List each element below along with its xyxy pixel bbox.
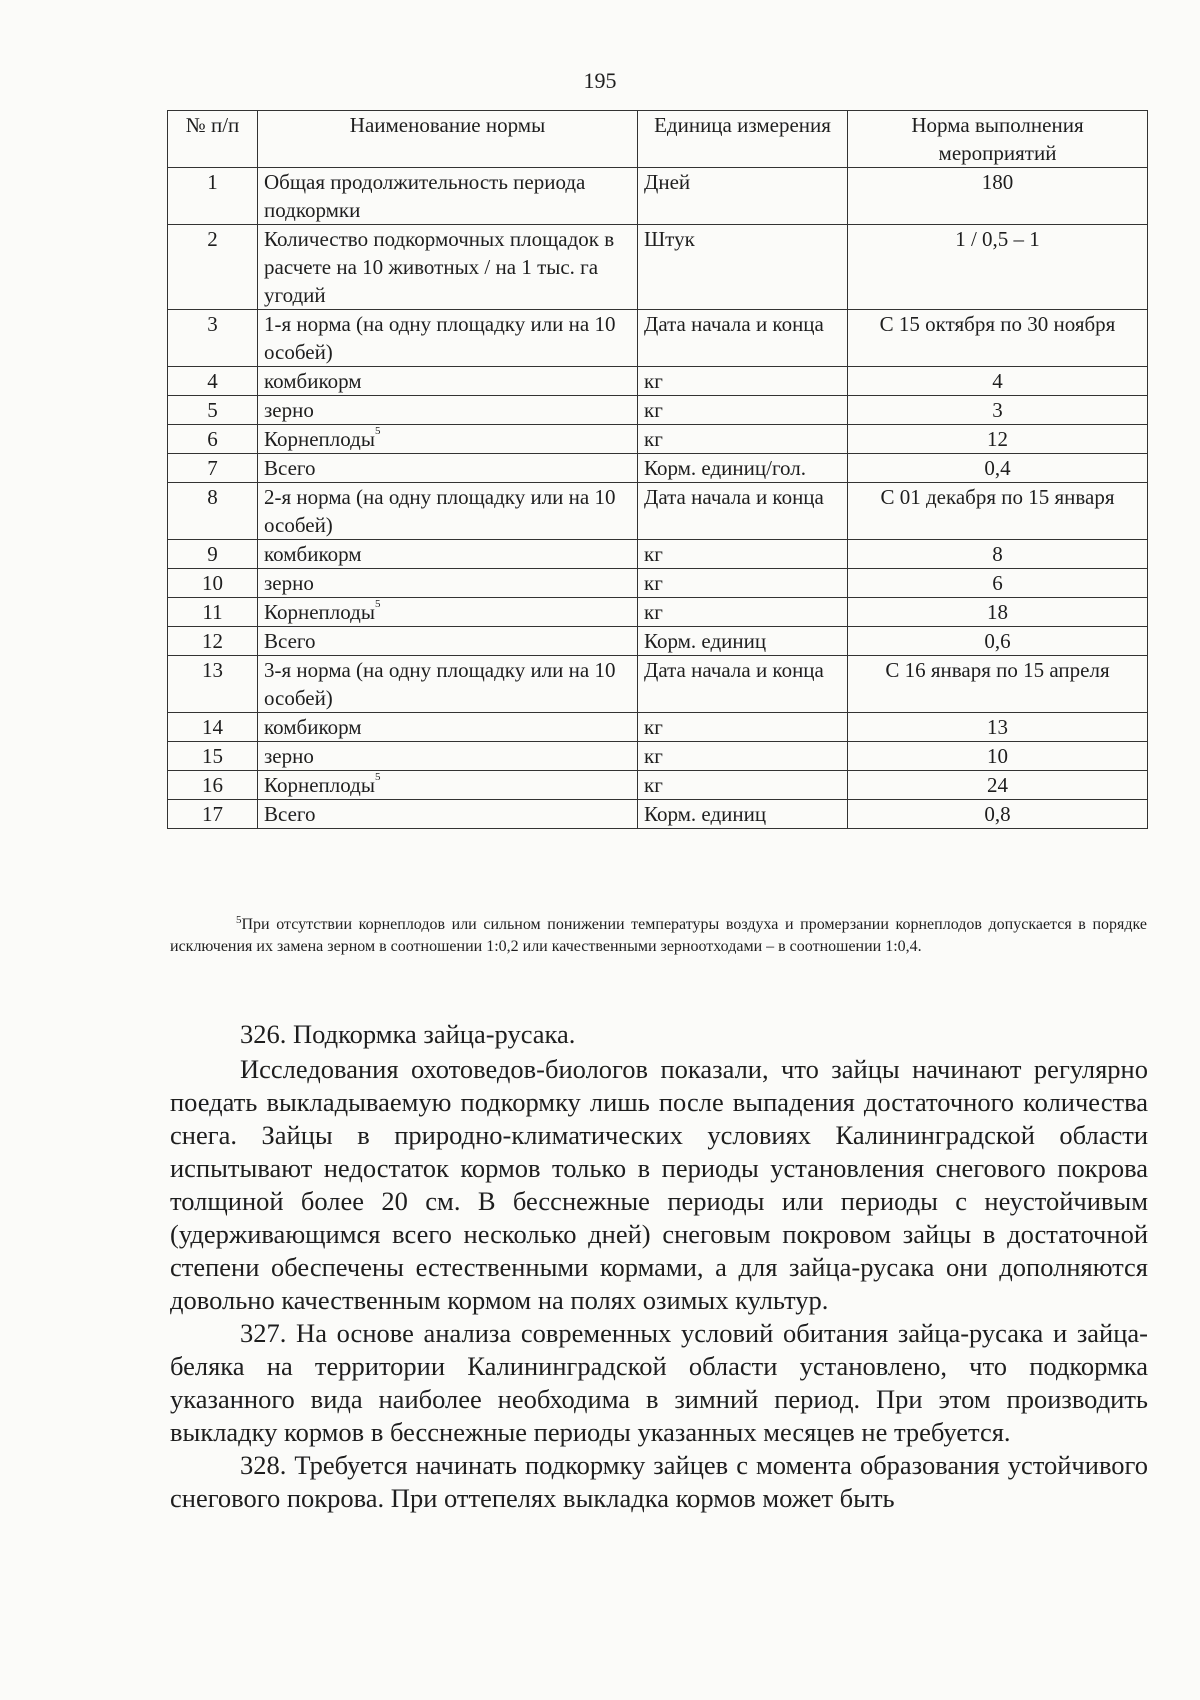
table-row [168,454,1148,483]
norm-name: комбикорм [264,542,362,566]
page-number: 195 [583,68,617,93]
norm-name-cell [258,569,638,598]
footnote-text: При отсутствии корнеплодов или сильном понижении температуры воздуха и промерзании корнеплодов допускается в порядке исключения их замена зерном в соотношении 1:0,2 или качественными зерноотходами – в соотношении 1:0,4. [170,916,1147,955]
unit-cell: Корм. единиц [638,627,848,656]
table-row [168,569,1148,598]
row-number: 6 [168,425,258,454]
row-number: 14 [168,713,258,742]
norm-value-cell: С 01 декабря по 15 января [848,483,1148,540]
norm-name-cell [258,483,638,540]
table-row [168,425,1148,454]
row-number: 7 [168,454,258,483]
footnote-reference: 5 [374,425,381,437]
norm-name: 1-я норма (на одну площадку или на 10 особей) [264,312,616,364]
header-number: № п/п [168,111,258,168]
norm-name-cell [258,367,638,396]
table-row [168,713,1148,742]
table-row [168,483,1148,540]
unit-cell: Дней [638,168,848,225]
unit-cell: кг [638,598,848,627]
norm-name-cell [258,168,638,225]
row-number: 2 [168,225,258,310]
row-number: 16 [168,771,258,800]
unit-cell: кг [638,713,848,742]
table-row [168,367,1148,396]
norm-name-cell [258,742,638,771]
norm-name-cell [258,627,638,656]
unit-cell: Дата начала и конца [638,483,848,540]
row-number: 10 [168,569,258,598]
row-number: 13 [168,656,258,713]
norm-name: Всего [264,802,316,826]
footnote-reference: 5 [374,771,381,783]
norm-name-cell [258,425,638,454]
norm-value-cell: 0,6 [848,627,1148,656]
table-row [168,627,1148,656]
paragraph: Исследования охотоведов-биологов показали, что зайцы начинают регулярно поедать выкладываемую подкормку лишь после выпадения достаточного количества снега. Зайцы в природно-климатических условиях Калининградской области испытывают недостаток кормов только в периоды установления снегового покрова толщиной более 20 см. В бесснежные периоды или периоды с неустойчивым (удерживающимся всего несколько дней) снеговым покровом зайцы в достаточной степени обеспечены естественными кормами, а для зайца-русака они дополняются довольно качественным кормом на полях озимых культур. [170,1054,1148,1315]
header-norm-name: Наименование нормы [258,111,638,168]
unit-cell: кг [638,367,848,396]
unit-cell: Корм. единиц [638,800,848,829]
norm-value-cell: 6 [848,569,1148,598]
row-number: 3 [168,310,258,367]
header-norm-value: Норма выполнения мероприятий [848,111,1148,168]
norm-value-cell: 180 [848,168,1148,225]
row-number: 8 [168,483,258,540]
table-row [168,396,1148,425]
unit-cell: Штук [638,225,848,310]
table-row [168,168,1148,225]
footnote [170,914,1147,958]
row-number: 4 [168,367,258,396]
row-number: 1 [168,168,258,225]
section-heading: 326. Подкормка зайца-русака. [240,1019,576,1049]
row-number: 5 [168,396,258,425]
norm-name-cell [258,771,638,800]
norm-name-cell [258,225,638,310]
unit-cell: кг [638,396,848,425]
table-body [168,168,1148,829]
norm-name: Всего [264,629,316,653]
norm-name-cell [258,540,638,569]
table-row [168,225,1148,310]
norm-value-cell: 10 [848,742,1148,771]
norm-value-cell: 24 [848,771,1148,800]
footnote-marker: 5 [236,914,242,926]
norm-name: Корнеплоды [264,427,375,451]
body-text [170,1018,1148,1515]
row-number: 15 [168,742,258,771]
norm-value-cell: 18 [848,598,1148,627]
norm-name-cell [258,396,638,425]
norm-name: зерно [264,744,314,768]
norm-value-cell: 12 [848,425,1148,454]
norms-table [167,110,1148,829]
unit-cell: кг [638,540,848,569]
norm-name: Корнеплоды [264,773,375,797]
table-row [168,800,1148,829]
norm-name: 2-я норма (на одну площадку или на 10 особей) [264,485,616,537]
unit-cell: Дата начала и конца [638,656,848,713]
table-row [168,742,1148,771]
unit-cell: Дата начала и конца [638,310,848,367]
table-row [168,656,1148,713]
row-number: 17 [168,800,258,829]
unit-cell: кг [638,569,848,598]
norm-name: Корнеплоды [264,600,375,624]
unit-cell: кг [638,425,848,454]
norm-name-cell [258,800,638,829]
table-row [168,310,1148,367]
norm-name-cell [258,598,638,627]
norm-value-cell: С 16 января по 15 апреля [848,656,1148,713]
norm-name: зерно [264,571,314,595]
norm-name: Количество подкормочных площадок в расчете на 10 животных / на 1 тыс. га угодий [264,227,615,307]
norm-value-cell: 8 [848,540,1148,569]
row-number: 12 [168,627,258,656]
norm-name: 3-я норма (на одну площадку или на 10 особей) [264,658,616,710]
footnote-reference: 5 [374,598,381,610]
norm-value-cell: 0,8 [848,800,1148,829]
header-unit: Единица измерения [638,111,848,168]
row-number: 9 [168,540,258,569]
norm-value-cell: 1 / 0,5 – 1 [848,225,1148,310]
table-row [168,540,1148,569]
norm-value-cell: 4 [848,367,1148,396]
norm-value-cell: 13 [848,713,1148,742]
unit-cell: Корм. единиц/гол. [638,454,848,483]
norm-name-cell [258,713,638,742]
norm-name-cell [258,454,638,483]
table-row [168,771,1148,800]
norm-name: Общая продолжительность периода подкормки [264,170,586,222]
norm-name: Всего [264,456,316,480]
norm-value-cell: С 15 октября по 30 ноября [848,310,1148,367]
norm-name-cell [258,656,638,713]
norm-name-cell [258,310,638,367]
norm-value-cell: 3 [848,396,1148,425]
unit-cell: кг [638,742,848,771]
table-header-row [168,111,1148,168]
norm-name: зерно [264,398,314,422]
paragraph: 328. Требуется начинать подкормку зайцев с момента образования устойчивого снегового покрова. При оттепелях выкладка кормов может быть [170,1450,1148,1513]
unit-cell: кг [638,771,848,800]
norm-name: комбикорм [264,369,362,393]
row-number: 11 [168,598,258,627]
table-row [168,598,1148,627]
paragraph: 327. На основе анализа современных условий обитания зайца-русака и зайца-беляка на территории Калининградской области установлено, что подкормка указанного вида наиболее необходима в зимний период. При этом производить выкладку кормов в бесснежные периоды указанных месяцев не требуется. [170,1318,1148,1447]
norm-name: комбикорм [264,715,362,739]
norm-value-cell: 0,4 [848,454,1148,483]
